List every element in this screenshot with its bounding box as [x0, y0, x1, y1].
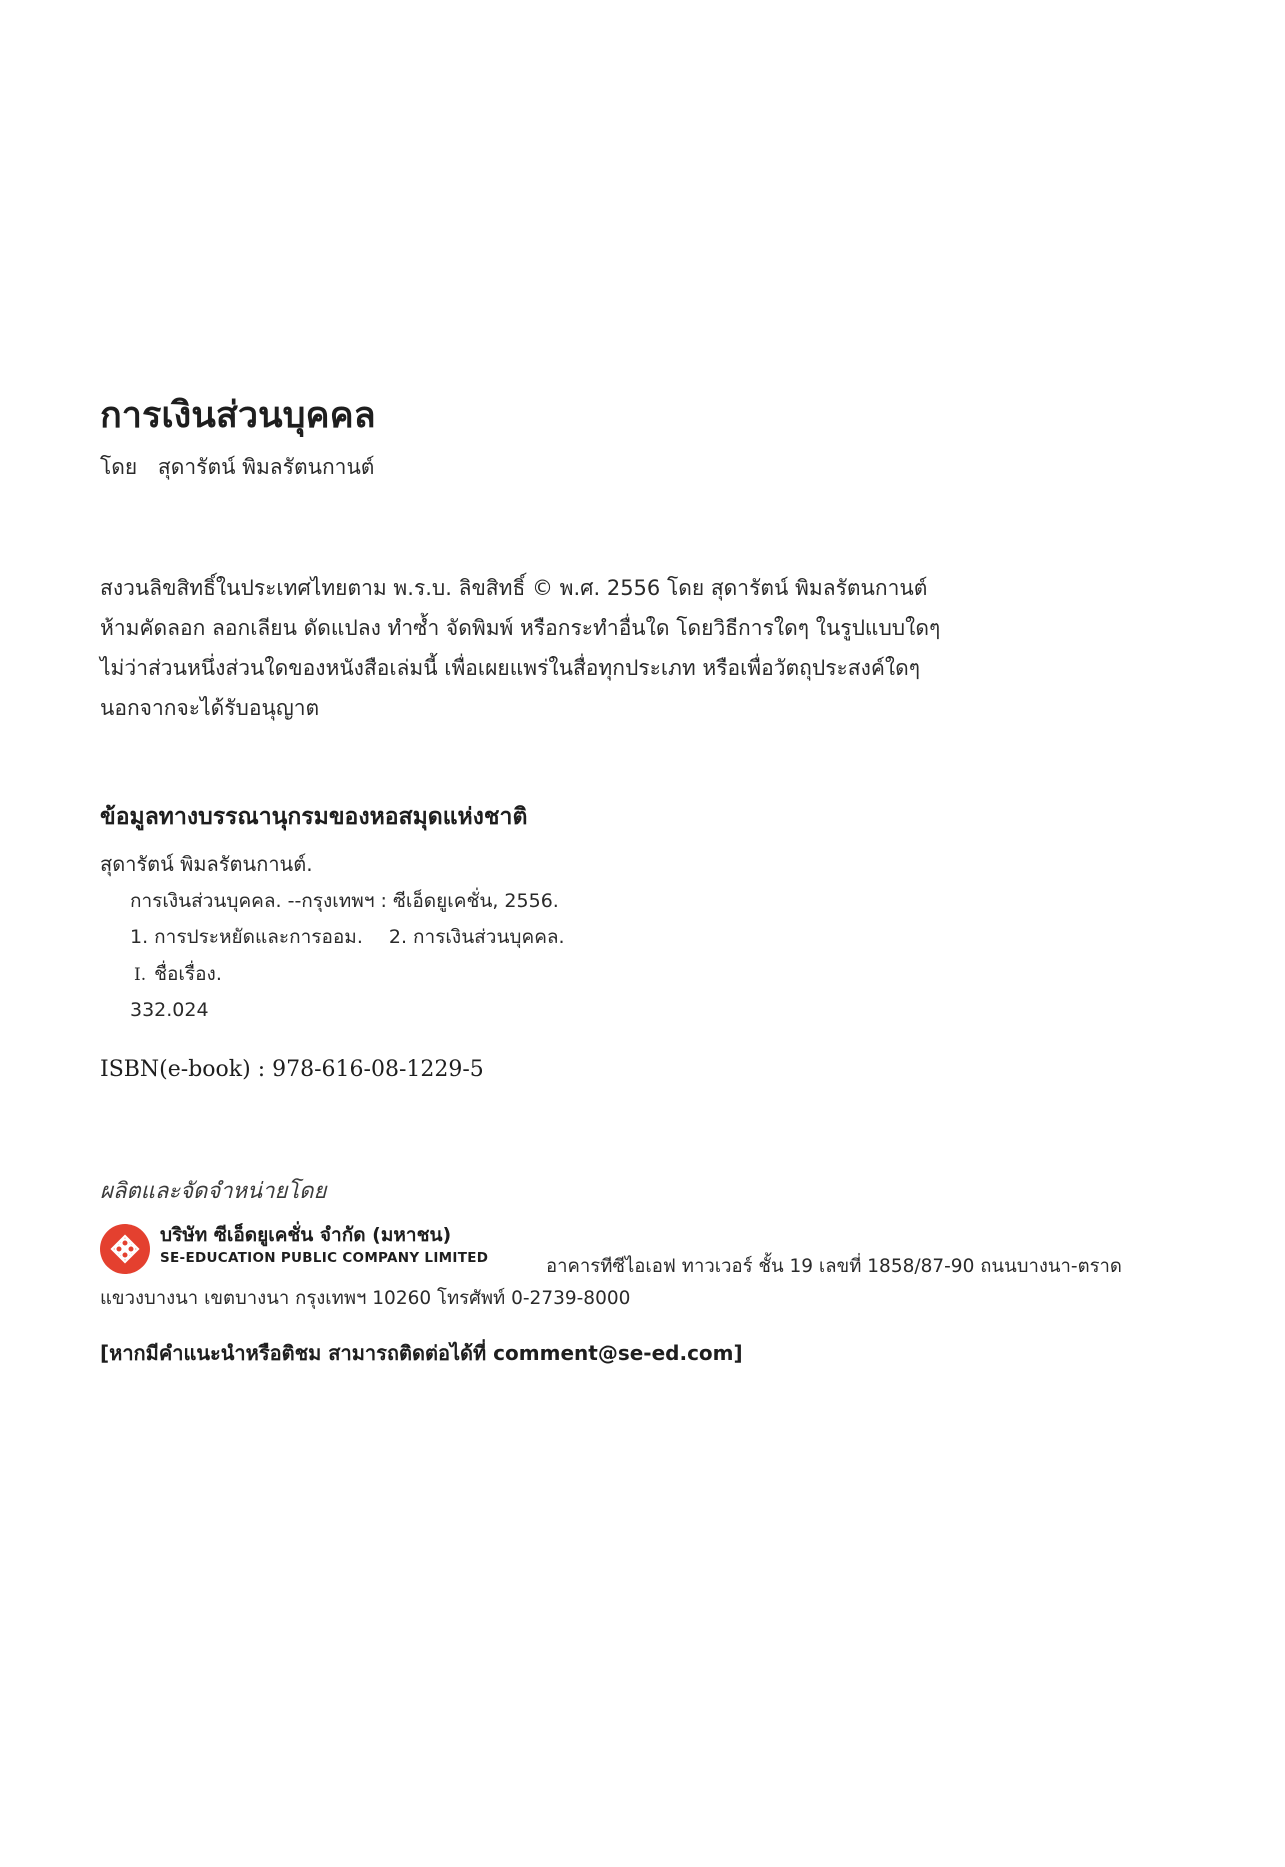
- cip-title-entry-text: ชื่อเรื่อง.: [154, 963, 222, 985]
- book-title: การเงินส่วนบุคคล: [100, 395, 376, 436]
- contact-note: [หากมีคำแนะนำหรือติชม สามารถติดต่อได้ที่ comment@se-ed.com]: [100, 1341, 743, 1365]
- se-ed-logo-icon: [100, 1224, 150, 1274]
- cip-roman-numeral: I.: [134, 965, 147, 985]
- cip-subject-2: 2. การเงินส่วนบุคคล.: [388, 926, 565, 948]
- copyright-notice: [100, 568, 940, 728]
- cip-title-entry: [130, 959, 222, 990]
- copyright-line: นอกจากจะได้รับอนุญาต: [100, 696, 320, 720]
- cip-title-line: การเงินส่วนบุคคล. --กรุงเทพฯ : ซีเอ็ดยูเคชั่น, 2556.: [130, 890, 559, 912]
- author-name: สุดารัตน์ พิมลรัตนกานต์: [157, 455, 375, 479]
- cip-heading: ข้อมูลทางบรรณานุกรมของหอสมุดแห่งชาติ: [100, 803, 528, 830]
- publisher-address-line2: แขวงบางนา เขตบางนา กรุงเทพฯ 10260 โทรศัพท์ 0-2739-8000: [100, 1288, 631, 1309]
- cip-subject-1: 1. การประหยัดและการออม.: [130, 926, 363, 948]
- publisher-address-line1: อาคารทีซีไอเอฟ ทาวเวอร์ ชั้น 19 เลขที่ 1858/87-90 ถนนบางนา-ตราด: [546, 1256, 1122, 1277]
- cip-author: สุดารัตน์ พิมลรัตนกานต์.: [100, 852, 313, 876]
- publisher-name-th: บริษัท ซีเอ็ดยูเคชั่น จำกัด (มหาชน): [160, 1224, 452, 1246]
- copyright-line: ไม่ว่าส่วนหนึ่งส่วนใดของหนังสือเล่มนี้ เพื่อเผยแพร่ในสื่อทุกประเภท หรือเพื่อวัตถุประสงค์ใดๆ: [100, 656, 921, 680]
- copyright-line: ห้ามคัดลอก ลอกเลียน ดัดแปลง ทำซ้ำ จัดพิมพ์ หรือกระทำอื่นใด โดยวิธีการใดๆ ในรูปแบบใดๆ: [100, 616, 941, 640]
- publisher-name-en: SE-EDUCATION PUBLIC COMPANY LIMITED: [160, 1250, 489, 1266]
- author-prefix: โดย: [100, 455, 138, 479]
- author-line: [100, 452, 374, 482]
- produced-by-label: ผลิตและจัดจำหน่ายโดย: [100, 1179, 327, 1204]
- isbn: ISBN(e-book) : 978-616-08-1229-5: [100, 1057, 484, 1082]
- copyright-line: สงวนลิขสิทธิ์ในประเทศไทยตาม พ.ร.บ. ลิขสิทธิ์ © พ.ศ. 2556 โดย สุดารัตน์ พิมลรัตนกานต์: [100, 576, 928, 600]
- cip-subjects: [130, 922, 565, 952]
- cip-classification: 332.024: [130, 999, 209, 1021]
